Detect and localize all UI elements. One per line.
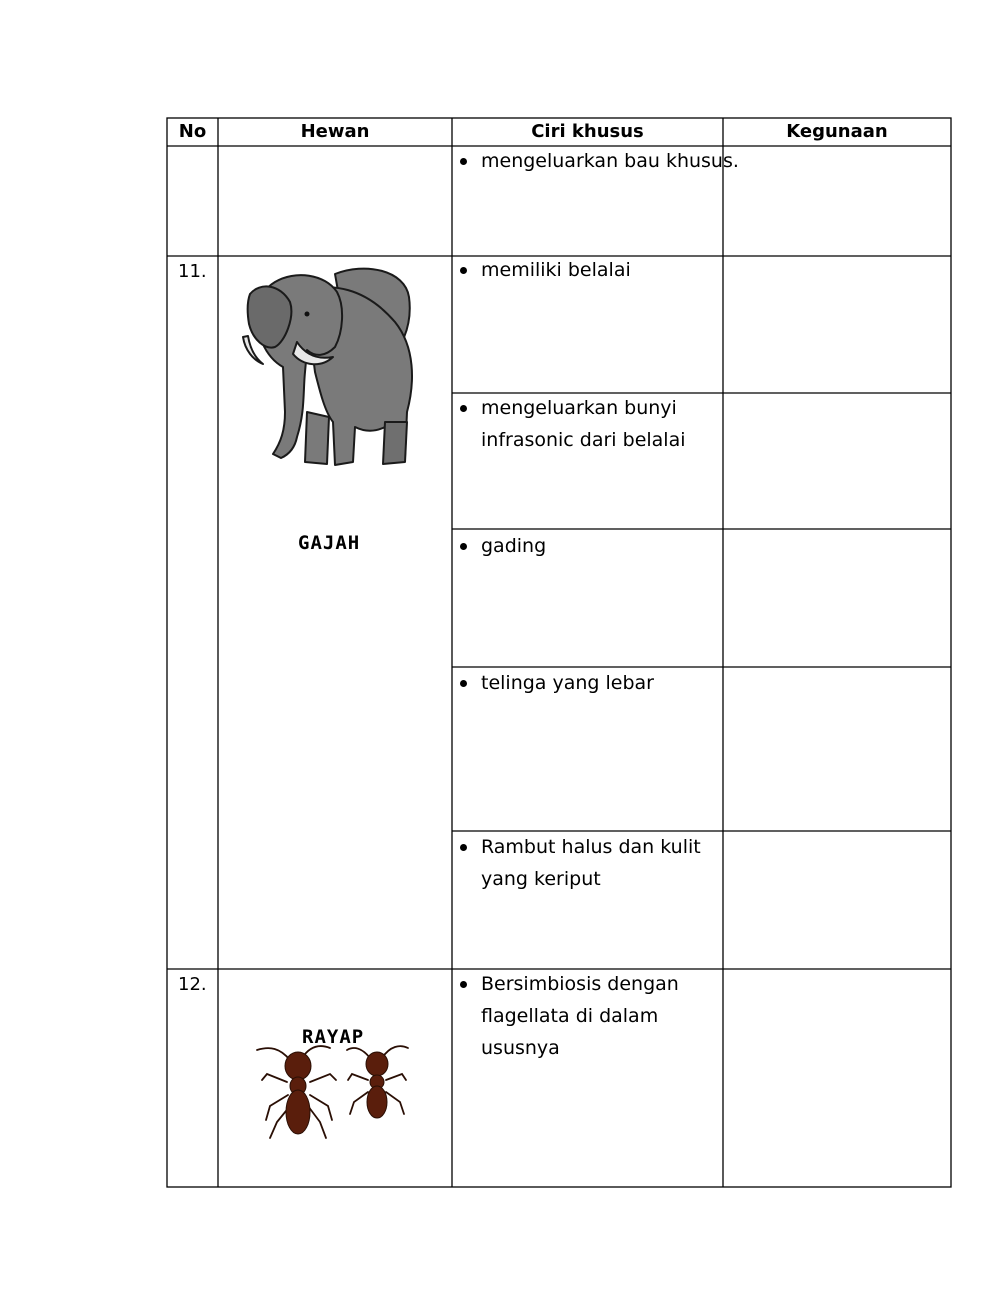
bullet-icon xyxy=(460,267,467,274)
bullet-icon xyxy=(460,543,467,550)
trait-text: ususnya xyxy=(481,1037,560,1059)
trait-text: Rambut halus dan kulit xyxy=(481,836,701,858)
row-number: 12. xyxy=(178,974,207,995)
trait-text: flagellata di dalam xyxy=(481,1005,659,1027)
trait-text: telinga yang lebar xyxy=(481,672,654,694)
bullet-icon xyxy=(460,981,467,988)
bullet-icon xyxy=(460,158,467,165)
header-hewan: Hewan xyxy=(300,121,370,142)
bullet-icon xyxy=(460,844,467,851)
animal-name-rayap: RAYAP xyxy=(302,1026,365,1048)
trait-text: memiliki belalai xyxy=(481,259,631,281)
termite-illustration xyxy=(252,1040,412,1140)
row-number: 11. xyxy=(178,261,207,282)
bullet-icon xyxy=(460,680,467,687)
elephant-illustration xyxy=(235,262,420,472)
trait-text: mengeluarkan bau khusus. xyxy=(481,150,739,172)
trait-text: Bersimbiosis dengan xyxy=(481,973,679,995)
animal-name-gajah: GAJAH xyxy=(298,532,361,554)
trait-text: gading xyxy=(481,535,547,557)
trait-text: mengeluarkan bunyi xyxy=(481,397,677,419)
trait-text: yang keriput xyxy=(481,868,601,890)
header-kegunaan: Kegunaan xyxy=(786,121,888,142)
trait-text: infrasonic dari belalai xyxy=(481,429,686,451)
header-ciri-khusus: Ciri khusus xyxy=(531,121,644,142)
bullet-icon xyxy=(460,405,467,412)
header-no: No xyxy=(178,121,207,142)
